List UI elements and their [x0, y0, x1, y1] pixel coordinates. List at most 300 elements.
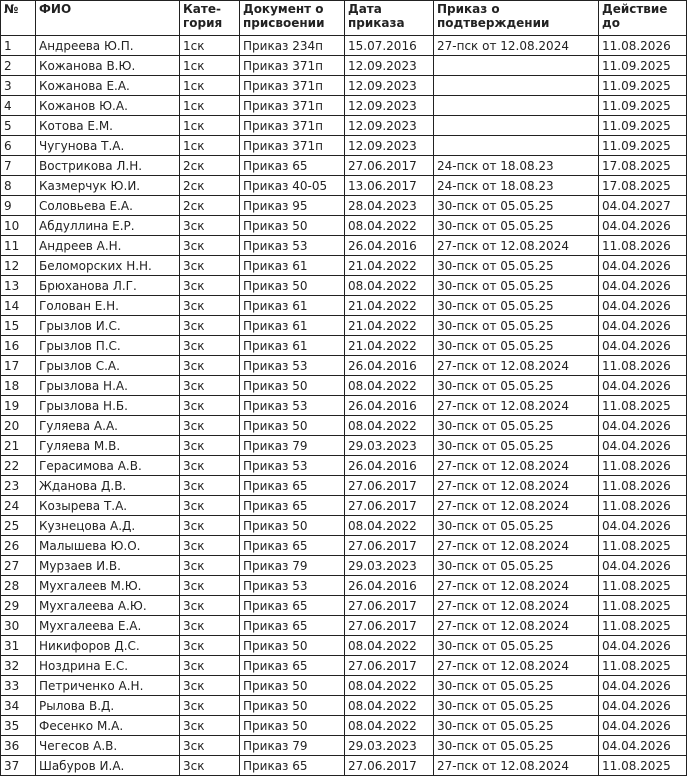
valid-until-cell: 17.08.2025 — [599, 156, 687, 176]
order-date-cell: 08.04.2022 — [345, 696, 434, 716]
confirmation-order-cell: 30-пск от 05.05.25 — [434, 696, 599, 716]
row-number-cell: 16 — [1, 336, 36, 356]
confirmation-order-cell: 30-пск от 05.05.25 — [434, 296, 599, 316]
confirmation-order-cell — [434, 116, 599, 136]
category-cell: 3ск — [180, 376, 240, 396]
confirmation-order-cell: 27-пск от 12.08.2024 — [434, 496, 599, 516]
category-cell: 1ск — [180, 116, 240, 136]
row-number-cell: 1 — [1, 36, 36, 56]
table-row — [1, 696, 687, 716]
assignment-document-cell: Приказ 65 — [240, 536, 345, 556]
full-name-cell: Козырева Т.А. — [36, 496, 180, 516]
table-row — [1, 436, 687, 456]
table-row — [1, 316, 687, 336]
assignment-document-cell: Приказ 65 — [240, 616, 345, 636]
assignment-document-cell: Приказ 65 — [240, 596, 345, 616]
header-row — [1, 1, 687, 36]
table-row — [1, 236, 687, 256]
table-row — [1, 276, 687, 296]
confirmation-order-cell: 30-пск от 05.05.25 — [434, 216, 599, 236]
valid-until-cell: 11.09.2025 — [599, 116, 687, 136]
full-name-cell: Соловьева Е.А. — [36, 196, 180, 216]
row-number-cell: 8 — [1, 176, 36, 196]
valid-until-cell: 04.04.2026 — [599, 296, 687, 316]
row-number-cell: 17 — [1, 356, 36, 376]
category-cell: 3ск — [180, 616, 240, 636]
full-name-cell: Грызлова Н.Б. — [36, 396, 180, 416]
category-cell: 1ск — [180, 76, 240, 96]
assignment-document-cell: Приказ 61 — [240, 296, 345, 316]
table-row — [1, 76, 687, 96]
assignment-document-cell: Приказ 95 — [240, 196, 345, 216]
valid-until-cell: 04.04.2027 — [599, 196, 687, 216]
full-name-cell: Брюханова Л.Г. — [36, 276, 180, 296]
confirmation-order-cell: 27-пск от 12.08.2024 — [434, 236, 599, 256]
table-row — [1, 156, 687, 176]
table-row — [1, 136, 687, 156]
full-name-cell: Рылова В.Д. — [36, 696, 180, 716]
table-row — [1, 36, 687, 56]
category-cell: 3ск — [180, 316, 240, 336]
header-order-date: Дата приказа — [345, 1, 434, 36]
category-cell: 3ск — [180, 496, 240, 516]
full-name-cell: Гуляева А.А. — [36, 416, 180, 436]
table-row — [1, 616, 687, 636]
category-cell: 3ск — [180, 696, 240, 716]
row-number-cell: 30 — [1, 616, 36, 636]
confirmation-order-cell: 30-пск от 05.05.25 — [434, 316, 599, 336]
full-name-cell: Кожанова Е.А. — [36, 76, 180, 96]
row-number-cell: 29 — [1, 596, 36, 616]
assignment-document-cell: Приказ 53 — [240, 576, 345, 596]
full-name-cell: Кузнецова А.Д. — [36, 516, 180, 536]
order-date-cell: 29.03.2023 — [345, 436, 434, 456]
order-date-cell: 27.06.2017 — [345, 596, 434, 616]
category-cell: 1ск — [180, 36, 240, 56]
valid-until-cell: 11.08.2026 — [599, 36, 687, 56]
assignment-document-cell: Приказ 53 — [240, 396, 345, 416]
order-date-cell: 27.06.2017 — [345, 656, 434, 676]
full-name-cell: Никифоров Д.С. — [36, 636, 180, 656]
full-name-cell: Малышева Ю.О. — [36, 536, 180, 556]
order-date-cell: 12.09.2023 — [345, 136, 434, 156]
header-confirmation-order: Приказ о подтверждении — [434, 1, 599, 36]
full-name-cell: Кожанова В.Ю. — [36, 56, 180, 76]
order-date-cell: 26.04.2016 — [345, 356, 434, 376]
assignment-document-cell: Приказ 65 — [240, 756, 345, 776]
table-row — [1, 196, 687, 216]
order-date-cell: 26.04.2016 — [345, 236, 434, 256]
valid-until-cell: 04.04.2026 — [599, 696, 687, 716]
confirmation-order-cell: 27-пск от 12.08.2024 — [434, 756, 599, 776]
order-date-cell: 12.09.2023 — [345, 96, 434, 116]
full-name-cell: Чегесов А.В. — [36, 736, 180, 756]
full-name-cell: Вострикова Л.Н. — [36, 156, 180, 176]
category-cell: 3ск — [180, 356, 240, 376]
confirmation-order-cell: 27-пск от 12.08.2024 — [434, 476, 599, 496]
category-cell: 1ск — [180, 136, 240, 156]
confirmation-order-cell: 30-пск от 05.05.25 — [434, 716, 599, 736]
table-row — [1, 756, 687, 776]
confirmation-order-cell — [434, 76, 599, 96]
full-name-cell: Мухгалеева А.Ю. — [36, 596, 180, 616]
full-name-cell: Грызлов П.С. — [36, 336, 180, 356]
valid-until-cell: 04.04.2026 — [599, 216, 687, 236]
valid-until-cell: 11.09.2025 — [599, 56, 687, 76]
order-date-cell: 27.06.2017 — [345, 156, 434, 176]
order-date-cell: 27.06.2017 — [345, 476, 434, 496]
full-name-cell: Абдуллина Е.Р. — [36, 216, 180, 236]
row-number-cell: 20 — [1, 416, 36, 436]
assignment-document-cell: Приказ 50 — [240, 516, 345, 536]
header-category: Кате-гория — [180, 1, 240, 36]
full-name-cell: Фесенко М.А. — [36, 716, 180, 736]
order-date-cell: 29.03.2023 — [345, 556, 434, 576]
table-row — [1, 376, 687, 396]
table-row — [1, 636, 687, 656]
order-date-cell: 27.06.2017 — [345, 536, 434, 556]
table-row — [1, 516, 687, 536]
valid-until-cell: 04.04.2026 — [599, 376, 687, 396]
full-name-cell: Мухгалеева Е.А. — [36, 616, 180, 636]
assignment-document-cell: Приказ 65 — [240, 156, 345, 176]
valid-until-cell: 11.08.2025 — [599, 756, 687, 776]
table-row — [1, 676, 687, 696]
assignment-document-cell: Приказ 371п — [240, 136, 345, 156]
category-cell: 3ск — [180, 336, 240, 356]
valid-until-cell: 11.08.2025 — [599, 596, 687, 616]
confirmation-order-cell: 27-пск от 12.08.2024 — [434, 616, 599, 636]
assignment-document-cell: Приказ 50 — [240, 416, 345, 436]
assignment-document-cell: Приказ 53 — [240, 356, 345, 376]
order-date-cell: 12.09.2023 — [345, 116, 434, 136]
order-date-cell: 27.06.2017 — [345, 756, 434, 776]
table-row — [1, 416, 687, 436]
table-row — [1, 96, 687, 116]
table-row — [1, 556, 687, 576]
table-row — [1, 496, 687, 516]
table-row — [1, 356, 687, 376]
order-date-cell: 13.06.2017 — [345, 176, 434, 196]
row-number-cell: 14 — [1, 296, 36, 316]
category-cell: 1ск — [180, 96, 240, 116]
order-date-cell: 26.04.2016 — [345, 456, 434, 476]
category-cell: 3ск — [180, 736, 240, 756]
assignment-document-cell: Приказ 371п — [240, 96, 345, 116]
valid-until-cell: 11.08.2025 — [599, 396, 687, 416]
order-date-cell: 08.04.2022 — [345, 636, 434, 656]
table-row — [1, 296, 687, 316]
order-date-cell: 21.04.2022 — [345, 296, 434, 316]
confirmation-order-cell: 30-пск от 05.05.25 — [434, 636, 599, 656]
table-row — [1, 476, 687, 496]
assignment-document-cell: Приказ 234п — [240, 36, 345, 56]
row-number-cell: 18 — [1, 376, 36, 396]
confirmation-order-cell: 30-пск от 05.05.25 — [434, 416, 599, 436]
order-date-cell: 21.04.2022 — [345, 256, 434, 276]
valid-until-cell: 11.08.2026 — [599, 476, 687, 496]
valid-until-cell: 04.04.2026 — [599, 516, 687, 536]
valid-until-cell: 04.04.2026 — [599, 256, 687, 276]
row-number-cell: 5 — [1, 116, 36, 136]
order-date-cell: 12.09.2023 — [345, 56, 434, 76]
valid-until-cell: 11.08.2026 — [599, 356, 687, 376]
full-name-cell: Петриченко А.Н. — [36, 676, 180, 696]
table-row — [1, 656, 687, 676]
table-row — [1, 716, 687, 736]
row-number-cell: 6 — [1, 136, 36, 156]
category-cell: 2ск — [180, 156, 240, 176]
row-number-cell: 4 — [1, 96, 36, 116]
table-row — [1, 596, 687, 616]
table-row — [1, 396, 687, 416]
full-name-cell: Казмерчук Ю.И. — [36, 176, 180, 196]
order-date-cell: 26.04.2016 — [345, 576, 434, 596]
valid-until-cell: 04.04.2026 — [599, 556, 687, 576]
full-name-cell: Голован Е.Н. — [36, 296, 180, 316]
row-number-cell: 12 — [1, 256, 36, 276]
confirmation-order-cell: 27-пск от 12.08.2024 — [434, 536, 599, 556]
row-number-cell: 11 — [1, 236, 36, 256]
order-date-cell: 21.04.2022 — [345, 336, 434, 356]
category-cell: 3ск — [180, 716, 240, 736]
category-cell: 3ск — [180, 756, 240, 776]
category-cell: 3ск — [180, 456, 240, 476]
table-row — [1, 216, 687, 236]
assignment-document-cell: Приказ 79 — [240, 556, 345, 576]
row-number-cell: 7 — [1, 156, 36, 176]
table-row — [1, 176, 687, 196]
assignment-document-cell: Приказ 79 — [240, 736, 345, 756]
row-number-cell: 31 — [1, 636, 36, 656]
confirmation-order-cell: 30-пск от 05.05.25 — [434, 436, 599, 456]
valid-until-cell: 11.08.2026 — [599, 236, 687, 256]
full-name-cell: Ноздрина Е.С. — [36, 656, 180, 676]
table-row — [1, 536, 687, 556]
order-date-cell: 08.04.2022 — [345, 416, 434, 436]
category-cell: 3ск — [180, 576, 240, 596]
valid-until-cell: 04.04.2026 — [599, 336, 687, 356]
valid-until-cell: 04.04.2026 — [599, 436, 687, 456]
confirmation-order-cell: 30-пск от 05.05.25 — [434, 556, 599, 576]
header-assignment-document: Документ о присвоении — [240, 1, 345, 36]
order-date-cell: 28.04.2023 — [345, 196, 434, 216]
assignment-document-cell: Приказ 50 — [240, 276, 345, 296]
category-cell: 3ск — [180, 396, 240, 416]
valid-until-cell: 11.08.2025 — [599, 656, 687, 676]
order-date-cell: 29.03.2023 — [345, 736, 434, 756]
row-number-cell: 25 — [1, 516, 36, 536]
assignment-document-cell: Приказ 61 — [240, 336, 345, 356]
confirmation-order-cell: 24-пск от 18.08.23 — [434, 156, 599, 176]
assignment-document-cell: Приказ 65 — [240, 496, 345, 516]
full-name-cell: Чугунова Т.А. — [36, 136, 180, 156]
valid-until-cell: 04.04.2026 — [599, 676, 687, 696]
header-valid-until: Действие до — [599, 1, 687, 36]
table-row — [1, 456, 687, 476]
category-cell: 2ск — [180, 176, 240, 196]
order-date-cell: 08.04.2022 — [345, 516, 434, 536]
confirmation-order-cell: 27-пск от 12.08.2024 — [434, 36, 599, 56]
row-number-cell: 19 — [1, 396, 36, 416]
full-name-cell: Котова Е.М. — [36, 116, 180, 136]
confirmation-order-cell: 30-пск от 05.05.25 — [434, 196, 599, 216]
full-name-cell: Жданова Д.В. — [36, 476, 180, 496]
valid-until-cell: 11.09.2025 — [599, 76, 687, 96]
valid-until-cell: 11.09.2025 — [599, 96, 687, 116]
confirmation-order-cell: 27-пск от 12.08.2024 — [434, 576, 599, 596]
row-number-cell: 27 — [1, 556, 36, 576]
category-cell: 3ск — [180, 256, 240, 276]
category-cell: 3ск — [180, 596, 240, 616]
full-name-cell: Мурзаев И.В. — [36, 556, 180, 576]
row-number-cell: 2 — [1, 56, 36, 76]
table-body — [1, 36, 687, 776]
confirmation-order-cell: 30-пск от 05.05.25 — [434, 516, 599, 536]
row-number-cell: 24 — [1, 496, 36, 516]
category-cell: 3ск — [180, 536, 240, 556]
valid-until-cell: 04.04.2026 — [599, 736, 687, 756]
valid-until-cell: 11.08.2026 — [599, 456, 687, 476]
assignment-document-cell: Приказ 65 — [240, 476, 345, 496]
full-name-cell: Беломорских Н.Н. — [36, 256, 180, 276]
table-row — [1, 736, 687, 756]
valid-until-cell: 04.04.2026 — [599, 416, 687, 436]
row-number-cell: 10 — [1, 216, 36, 236]
row-number-cell: 33 — [1, 676, 36, 696]
category-cell: 3ск — [180, 676, 240, 696]
row-number-cell: 36 — [1, 736, 36, 756]
order-date-cell: 27.06.2017 — [345, 496, 434, 516]
full-name-cell: Грызлова Н.А. — [36, 376, 180, 396]
confirmation-order-cell: 30-пск от 05.05.25 — [434, 276, 599, 296]
valid-until-cell: 11.08.2025 — [599, 536, 687, 556]
category-cell: 3ск — [180, 296, 240, 316]
assignment-document-cell: Приказ 371п — [240, 76, 345, 96]
category-cell: 3ск — [180, 416, 240, 436]
row-number-cell: 28 — [1, 576, 36, 596]
assignment-document-cell: Приказ 53 — [240, 236, 345, 256]
confirmation-order-cell: 27-пск от 12.08.2024 — [434, 356, 599, 376]
order-date-cell: 12.09.2023 — [345, 76, 434, 96]
row-number-cell: 32 — [1, 656, 36, 676]
full-name-cell: Гуляева М.В. — [36, 436, 180, 456]
category-cell: 3ск — [180, 236, 240, 256]
order-date-cell: 08.04.2022 — [345, 276, 434, 296]
row-number-cell: 26 — [1, 536, 36, 556]
assignment-document-cell: Приказ 61 — [240, 316, 345, 336]
assignment-document-cell: Приказ 50 — [240, 636, 345, 656]
confirmation-order-cell: 27-пск от 12.08.2024 — [434, 596, 599, 616]
table-header — [1, 1, 687, 36]
table-row — [1, 256, 687, 276]
confirmation-order-cell: 27-пск от 12.08.2024 — [434, 656, 599, 676]
valid-until-cell: 04.04.2026 — [599, 716, 687, 736]
header-number: № — [1, 1, 36, 36]
assignment-document-cell: Приказ 50 — [240, 716, 345, 736]
order-date-cell: 08.04.2022 — [345, 376, 434, 396]
full-name-cell: Андреев А.Н. — [36, 236, 180, 256]
confirmation-order-cell: 27-пск от 12.08.2024 — [434, 396, 599, 416]
confirmation-order-cell: 27-пск от 12.08.2024 — [434, 456, 599, 476]
order-date-cell: 27.06.2017 — [345, 616, 434, 636]
table-row — [1, 336, 687, 356]
valid-until-cell: 11.08.2025 — [599, 576, 687, 596]
assignment-document-cell: Приказ 53 — [240, 456, 345, 476]
full-name-cell: Шабуров И.А. — [36, 756, 180, 776]
assignment-document-cell: Приказ 371п — [240, 56, 345, 76]
row-number-cell: 13 — [1, 276, 36, 296]
confirmation-order-cell — [434, 136, 599, 156]
valid-until-cell: 17.08.2025 — [599, 176, 687, 196]
assignment-document-cell: Приказ 65 — [240, 656, 345, 676]
confirmation-order-cell: 30-пск от 05.05.25 — [434, 676, 599, 696]
row-number-cell: 21 — [1, 436, 36, 456]
valid-until-cell: 11.08.2025 — [599, 616, 687, 636]
assignment-document-cell: Приказ 50 — [240, 696, 345, 716]
confirmation-order-cell: 30-пск от 05.05.25 — [434, 736, 599, 756]
category-cell: 3ск — [180, 516, 240, 536]
table-row — [1, 116, 687, 136]
header-full-name: ФИО — [36, 1, 180, 36]
category-cell: 3ск — [180, 216, 240, 236]
assignment-document-cell: Приказ 50 — [240, 376, 345, 396]
order-date-cell: 08.04.2022 — [345, 216, 434, 236]
assignment-document-cell: Приказ 40-05 — [240, 176, 345, 196]
valid-until-cell: 04.04.2026 — [599, 276, 687, 296]
row-number-cell: 34 — [1, 696, 36, 716]
table-row — [1, 56, 687, 76]
confirmation-order-cell: 24-пск от 18.08.23 — [434, 176, 599, 196]
row-number-cell: 35 — [1, 716, 36, 736]
valid-until-cell: 11.08.2026 — [599, 496, 687, 516]
full-name-cell: Грызлов И.С. — [36, 316, 180, 336]
confirmation-order-cell: 30-пск от 05.05.25 — [434, 376, 599, 396]
category-cell: 3ск — [180, 276, 240, 296]
order-date-cell: 08.04.2022 — [345, 716, 434, 736]
row-number-cell: 37 — [1, 756, 36, 776]
valid-until-cell: 04.04.2026 — [599, 636, 687, 656]
order-date-cell: 08.04.2022 — [345, 676, 434, 696]
full-name-cell: Кожанов Ю.А. — [36, 96, 180, 116]
row-number-cell: 3 — [1, 76, 36, 96]
assignment-document-cell: Приказ 50 — [240, 676, 345, 696]
assignment-document-cell: Приказ 79 — [240, 436, 345, 456]
category-cell: 3ск — [180, 636, 240, 656]
confirmation-order-cell — [434, 56, 599, 76]
assignment-document-cell: Приказ 61 — [240, 256, 345, 276]
row-number-cell: 15 — [1, 316, 36, 336]
category-cell: 3ск — [180, 476, 240, 496]
full-name-cell: Мухгалеев М.Ю. — [36, 576, 180, 596]
full-name-cell: Грызлов С.А. — [36, 356, 180, 376]
category-cell: 1ск — [180, 56, 240, 76]
row-number-cell: 9 — [1, 196, 36, 216]
row-number-cell: 23 — [1, 476, 36, 496]
category-cell: 3ск — [180, 436, 240, 456]
category-cell: 3ск — [180, 656, 240, 676]
confirmation-order-cell: 30-пск от 05.05.25 — [434, 256, 599, 276]
order-date-cell: 21.04.2022 — [345, 316, 434, 336]
confirmation-order-cell — [434, 96, 599, 116]
confirmation-order-cell: 30-пск от 05.05.25 — [434, 336, 599, 356]
table-row — [1, 576, 687, 596]
full-name-cell: Андреева Ю.П. — [36, 36, 180, 56]
full-name-cell: Герасимова А.В. — [36, 456, 180, 476]
valid-until-cell: 11.09.2025 — [599, 136, 687, 156]
order-date-cell: 26.04.2016 — [345, 396, 434, 416]
assignment-document-cell: Приказ 50 — [240, 216, 345, 236]
